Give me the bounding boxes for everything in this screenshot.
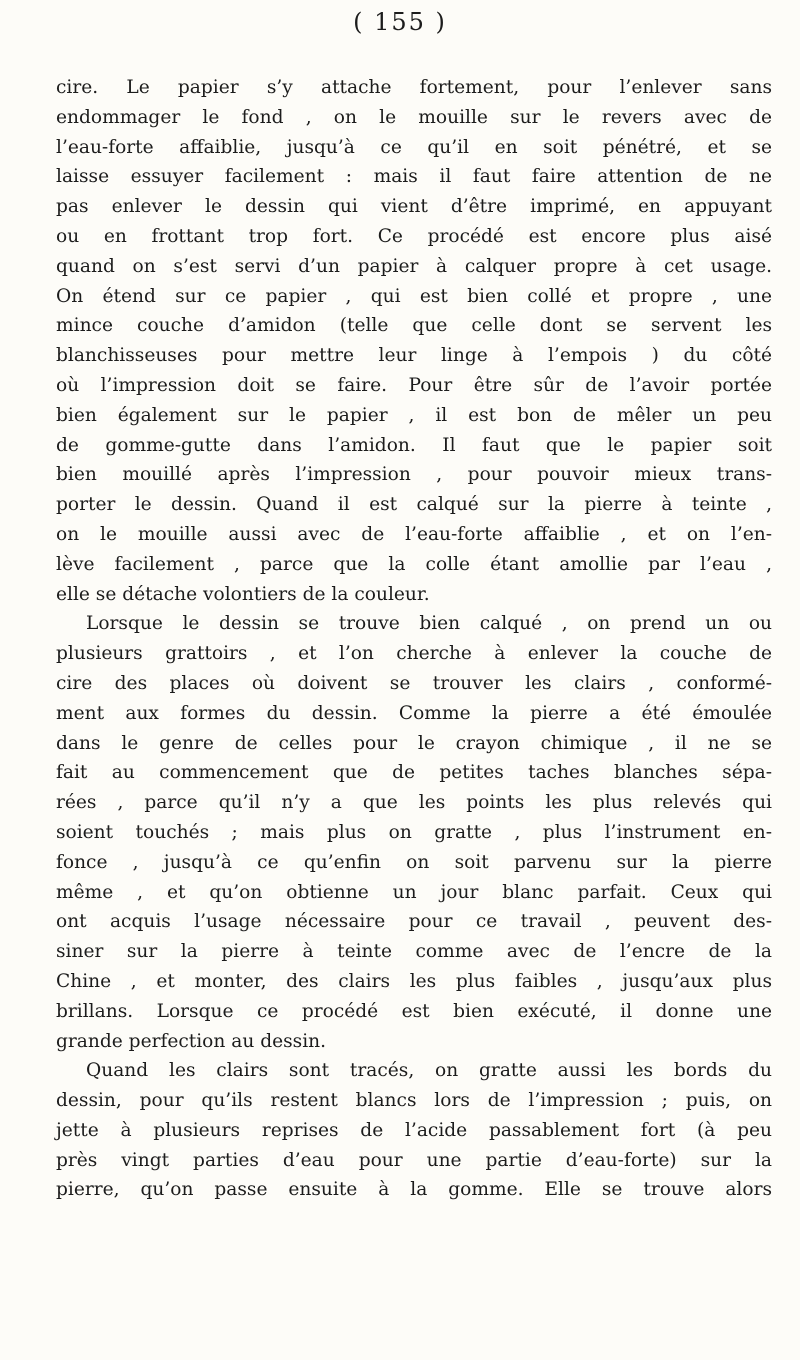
text-line: quand on s’est servi d’un papier à calquer propre à cet usage. [56, 255, 772, 277]
text-line: laisse essuyer facilement : mais il faut faire attention de ne [56, 166, 772, 188]
text-line: où l’impression doit se faire. Pour être sûr de l’avoir portée [56, 374, 772, 396]
text-line: cire. Le papier s’y attache fortement, pour l’enlever sans [56, 77, 772, 98]
text-line: bien également sur le papier , il est bon de mêler un peu [56, 404, 772, 426]
text-line: lève facilement , parce que la colle étant amollie par l’eau , [56, 553, 772, 575]
text-line: soient touchés ; mais plus on gratte , plus l’instrument en- [56, 821, 772, 843]
text-line: endommager le fond , on le mouille sur le revers avec de [56, 106, 772, 128]
text-line: grande perfection au dessin. [56, 1030, 327, 1052]
text-line: cire des places où doivent se trouver les clairs , conformé- [56, 672, 772, 694]
text-line: siner sur la pierre à teinte comme avec de l’encre de la [56, 941, 772, 963]
text-line: ment aux formes du dessin. Comme la pierre a été émoulée [56, 702, 772, 724]
text-line: dans le genre de celles pour le crayon chimique , il ne se [56, 732, 772, 754]
text-line: ont acquis l’usage nécessaire pour ce travail , peuvent des- [56, 911, 772, 933]
text-line: fait au commencement que de petites taches blanches sépa- [56, 762, 772, 784]
text-line: ou en frottant trop fort. Ce procédé est encore plus aisé [56, 225, 772, 247]
text-line: même , et qu’on obtienne un jour blanc parfait. Ceux qui [56, 881, 772, 903]
text-line: Chine , et monter, des clairs les plus faibles , jusqu’aux plus [56, 970, 772, 992]
text-line: bien mouillé après l’impression , pour pouvoir mieux trans- [56, 464, 772, 486]
body-text [56, 73, 772, 1205]
text-line: brillans. Lorsque ce procédé est bien exécuté, il donne une [56, 1000, 772, 1022]
text-line: on le mouille aussi avec de l’eau-forte affaiblie , et on l’en- [56, 523, 772, 545]
text-line: de gomme-gutte dans l’amidon. Il faut que le papier soit [56, 434, 772, 456]
text-line: fonce , jusqu’à ce qu’enfin on soit parvenu sur la pierre [56, 851, 772, 873]
text-line: mince couche d’amidon (telle que celle dont se servent les [56, 315, 772, 337]
text-line: On étend sur ce papier , qui est bien collé et propre , une [56, 285, 772, 307]
text-line: pierre, qu’on passe ensuite à la gomme. Elle se trouve alors [56, 1179, 772, 1201]
text-line: porter le dessin. Quand il est calqué sur la pierre à teinte , [56, 494, 772, 516]
page-number: ( 155 ) [353, 8, 447, 36]
text-line: blanchisseuses pour mettre leur linge à l’empois ) du côté [56, 345, 772, 367]
text-line: pas enlever le dessin qui vient d’être imprimé, en appuyant [56, 196, 772, 218]
text-line: jette à plusieurs reprises de l’acide passablement fort (à peu [56, 1119, 772, 1141]
text-line: plusieurs grattoirs , et l’on cherche à enlever la couche de [56, 643, 772, 665]
text-line: près vingt parties d’eau pour une partie d’eau-forte) sur la [56, 1149, 772, 1171]
text-line: dessin, pour qu’ils restent blancs lors de l’impression ; puis, on [56, 1090, 772, 1112]
text-line: l’eau-forte affaiblie, jusqu’à ce qu’il en soit pénétré, et se [56, 136, 772, 158]
text-line: elle se détache volontiers de la couleur. [56, 583, 430, 605]
text-line: Lorsque le dessin se trouve bien calqué , on prend un ou [86, 613, 772, 635]
text-line: Quand les clairs sont tracés, on gratte aussi les bords du [86, 1060, 772, 1082]
text-line: rées , parce qu’il n’y a que les points les plus relevés qui [56, 792, 772, 814]
